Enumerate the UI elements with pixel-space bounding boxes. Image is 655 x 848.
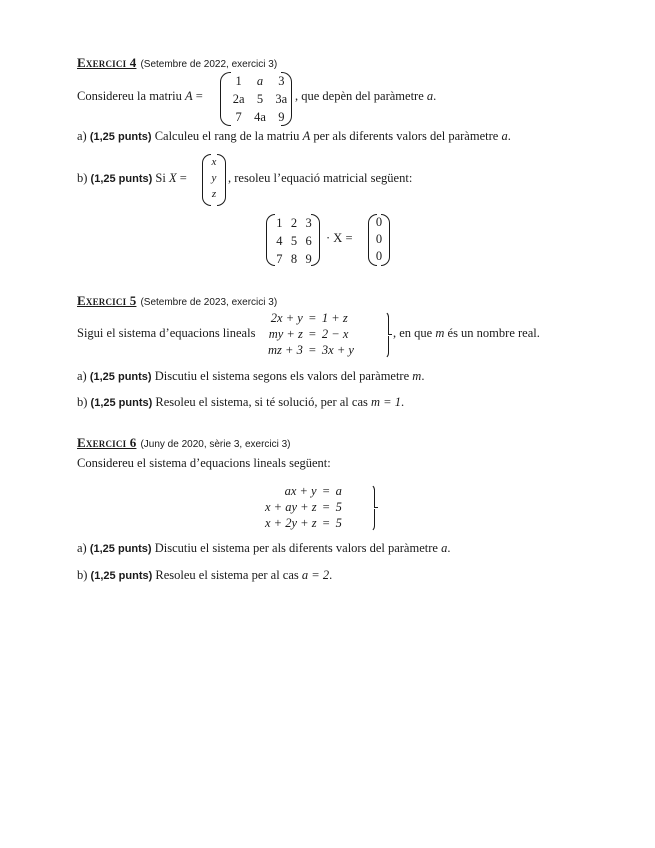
exercise-5-param: m (435, 326, 445, 340)
system-rhs: 3x + y (321, 343, 354, 357)
item-param: a (501, 129, 508, 143)
item-text: Resoleu el sistema, si té solució, per al cas (155, 395, 368, 409)
matrix-eq-cell: 4 (276, 233, 283, 248)
matrix-eq-cell: 8 (290, 252, 298, 266)
exercise-4-title: Exercici 4 (77, 55, 137, 70)
exercise-5-system-table (265, 310, 357, 358)
item-text: per als diferents valors del paràmetre (313, 129, 499, 143)
matrix-eq-cell: 3 (305, 216, 312, 230)
exercise-4-intro-end: , que depèn del paràmetre a. (295, 89, 437, 103)
exercise-6-intro-text: Considereu el sistema d’equacions lineals següent: (77, 456, 331, 470)
item-points: (1,25 punts) (89, 371, 152, 383)
exercise-5-item-a: a) (1,25 punts) Discutiu el sistema segons els valors del paràmetre m. (77, 369, 425, 383)
system-lhs: x + ay + z (265, 500, 317, 514)
system-eq: = (322, 484, 330, 498)
exercise-5-source: (Setembre de 2023, exercici 3) (140, 297, 278, 308)
exercise-4-intro: Considereu la matriu A = (77, 89, 203, 103)
exercise-6-item-b: b) (1,25 punts) Resoleu el sistema per al cas a = 2. (77, 568, 333, 582)
exercise-6-system (262, 483, 345, 531)
zero-vector (368, 214, 390, 266)
system-lhs: 2x + y (270, 311, 303, 325)
exercise-4-intro-post: , que depèn del paràmetre (295, 89, 424, 103)
system-lhs: mz + 3 (268, 343, 303, 357)
system-rhs: a (335, 484, 342, 498)
item-text: Resoleu el sistema per al cas (155, 568, 299, 582)
equation-middle (326, 231, 353, 246)
system-rhs: 5 (335, 500, 342, 514)
item-text: Discutiu el sistema segons els valors del paràmetre (154, 369, 410, 383)
vector-x (202, 154, 226, 206)
matrix-a-cell: 3 (278, 74, 285, 88)
matrix-a-cell: 2a (232, 92, 245, 106)
item-var: A (302, 129, 311, 143)
system-eq: = (322, 500, 330, 514)
exercise-4-item-b-post (228, 171, 412, 186)
exercise-4-item-a: a) (1,25 punts) Calculeu el rang de la matriu A per als diferents valors del paràmetre a. (77, 129, 511, 143)
exercise-4-source: (Setembre de 2022, exercici 3) (140, 59, 278, 70)
matrix-a (220, 72, 292, 126)
item-points: (1,25 punts) (90, 173, 153, 185)
item-points: (1,25 punts) (89, 131, 152, 143)
matrix-eq-cell: 9 (305, 252, 312, 266)
exercise-6-item-a: a) (1,25 punts) Discutiu el sistema per als diferents valors del paràmetre a. (77, 541, 451, 555)
item-label: a) (77, 369, 87, 383)
system-eq: = (322, 516, 330, 530)
system-rhs: 1 + z (321, 311, 348, 325)
exercise-6-header (77, 432, 291, 451)
zero-vector-cell: 0 (375, 249, 383, 263)
matrix-eq-table (272, 214, 316, 268)
item-text: Calculeu el rang de la matriu (154, 129, 300, 143)
system-eq: = (308, 343, 316, 357)
item-condition: a = 2 (301, 568, 330, 582)
matrix-eq-cell: 7 (276, 251, 283, 266)
matrix-eq-cell: 6 (305, 234, 312, 248)
item-label: a) (77, 541, 87, 555)
system-lhs: ax + y (284, 484, 317, 498)
vector-x-cell: y (211, 172, 217, 184)
zero-vector-right-paren (381, 214, 390, 266)
exercise-6-brace (369, 484, 377, 532)
exercise-5-header (77, 290, 277, 309)
matrix-a-right-paren (281, 72, 292, 126)
matrix-a-cell: 3a (275, 92, 288, 106)
exercise-5-intro (77, 326, 255, 341)
exercise-6-system-table (262, 483, 345, 531)
item-points: (1,25 punts) (90, 397, 153, 409)
vector-x-right-paren (217, 154, 226, 206)
item-label: b) (77, 395, 88, 409)
item-label: b) (77, 171, 88, 185)
item-var: X (168, 171, 177, 185)
item-text: Si (155, 171, 166, 185)
item-points: (1,25 punts) (90, 570, 153, 582)
item-param: a (441, 541, 448, 555)
exercise-5-title: Exercici 5 (77, 293, 137, 308)
system-lhs: x + 2y + z (265, 516, 317, 530)
exercise-4-param: a (426, 89, 434, 103)
exercise-4-matrix-name: A (184, 89, 193, 103)
system-eq: = (308, 311, 316, 325)
item-condition: m = 1 (370, 395, 401, 409)
zero-vector-cell: 0 (375, 232, 383, 246)
exercise-6-source: (Juny de 2020, sèrie 3, exercici 3) (140, 439, 291, 450)
vector-x-cell: x (211, 156, 217, 168)
exercise-4-intro-pre: Considereu la matriu (77, 89, 182, 103)
item-text: Discutiu el sistema per als diferents valors del paràmetre (154, 541, 438, 555)
matrix-a-cell: a (256, 74, 264, 88)
exercise-6-title: Exercici 6 (77, 435, 137, 450)
system-rhs: 2 − x (321, 327, 349, 341)
exercise-5-intro-end (393, 326, 540, 341)
matrix-a-cell: 4a (254, 110, 266, 124)
exercise-5-item-b: b) (1,25 punts) Resoleu el sistema, si té solució, per al cas m = 1. (77, 395, 405, 409)
item-label: a) (77, 129, 87, 143)
item-text: , resoleu l’equació matricial següent: (228, 171, 413, 185)
exercise-5-brace (383, 311, 391, 359)
exercise-4-item-b-pre: b) (1,25 punts) Si X = (77, 171, 187, 185)
system-lhs: my + z (268, 327, 303, 341)
exercise-5-system (265, 310, 357, 358)
vector-x-cell: z (211, 188, 217, 200)
matrix-eq (266, 214, 320, 266)
equation-middle-text: · X = (326, 231, 353, 245)
item-points: (1,25 punts) (89, 543, 152, 555)
matrix-eq-cell: 5 (290, 234, 298, 248)
matrix-eq-right-paren (311, 214, 320, 266)
exercise-5-intro-text: Sigui el sistema d’equacions lineals (77, 326, 256, 340)
matrix-a-cell: 9 (278, 110, 285, 124)
item-label: b) (77, 568, 88, 582)
system-rhs: 5 (335, 516, 342, 530)
matrix-eq-cell: 1 (276, 215, 283, 230)
zero-vector-cell: 0 (375, 215, 383, 229)
matrix-eq-cell: 2 (290, 216, 298, 230)
exercise-4-header (77, 52, 277, 71)
matrix-a-cell: 1 (235, 74, 242, 88)
matrix-a-cell: 7 (235, 110, 242, 124)
system-eq: = (308, 327, 316, 341)
exercise-5-after-pre: , en que (393, 326, 433, 340)
item-param: m (412, 369, 422, 383)
matrix-a-cell: 5 (256, 92, 264, 106)
exercise-5-after-post: és un nombre real. (447, 326, 540, 340)
exercise-6-intro (77, 456, 331, 471)
